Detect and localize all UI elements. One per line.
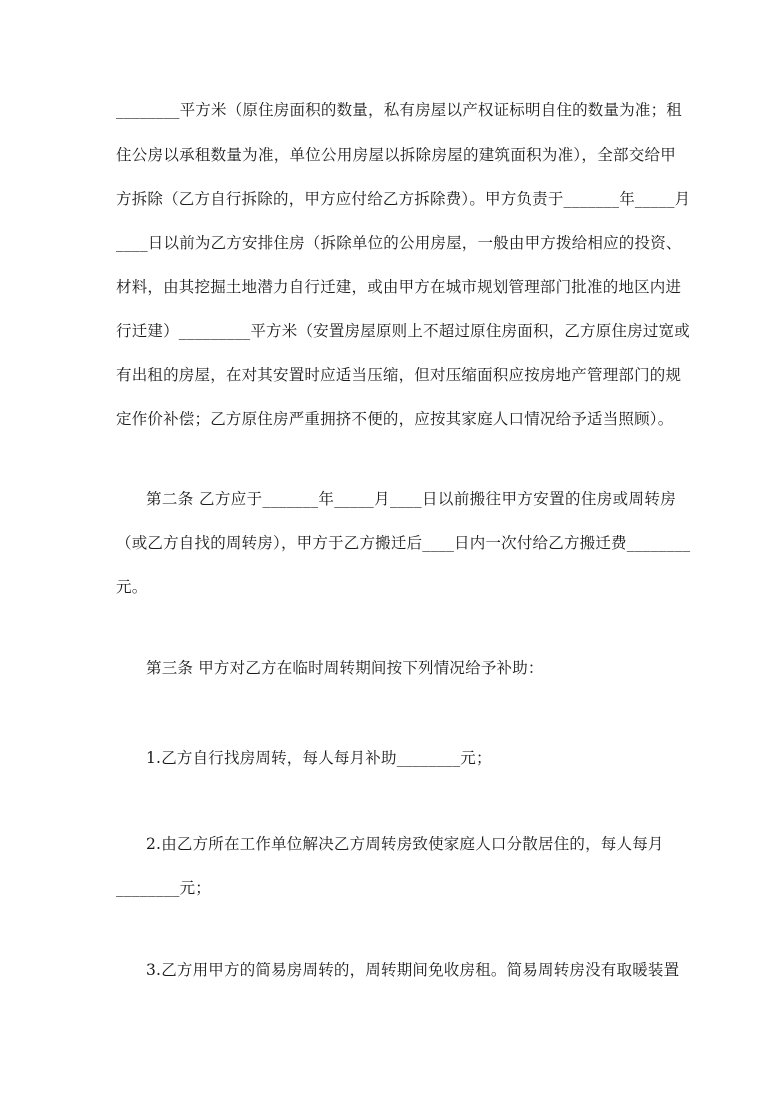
- list-item-1: 1.乙方自行找房周转，每人每月补助________元；: [146, 749, 492, 767]
- paragraph-line: 定作价补偿；乙方原住房严重拥挤不便的，应按其家庭人口情况给予适当照顾）。: [116, 410, 674, 428]
- paragraph-line: 材料，由其挖掘土地潜力自行迁建，或由甲方在城市规划管理部门批准的地区内进: [116, 278, 682, 296]
- list-item-2: 2.由乙方所在工作单位解决乙方周转房致使家庭人口分散居住的，每人每月: [146, 835, 664, 853]
- article-2-line: 元。: [116, 578, 148, 596]
- paragraph-line: ________平方米（原住房面积的数量，私有房屋以产权证标明自住的数量为准；租: [116, 101, 683, 119]
- article-2-line: （或乙方自找的周转房），甲方于乙方搬迁后____日内一次付给乙方搬迁费________: [116, 534, 691, 552]
- list-item-2-continued: ________元；: [116, 879, 212, 897]
- article-3-heading: 第三条 甲方对乙方在临时周转期间按下列情况给予补助：: [146, 659, 544, 677]
- list-item-3: 3.乙方用甲方的简易房周转的，周转期间免收房租。简易周转房没有取暖装置: [146, 961, 680, 979]
- paragraph-line: ____日以前为乙方安排住房（拆除单位的公用房屋，一般由甲方拨给相应的投资、: [116, 234, 682, 252]
- paragraph-line: 有出租的房屋，在对其安置时应适当压缩，但对压缩面积应按房地产管理部门的规: [116, 366, 682, 384]
- paragraph-line: 行迁建）_________平方米（安置房屋原则上不超过原住房面积，乙方原住房过宽或: [116, 322, 690, 340]
- article-2-line: 第二条 乙方应于_______年_____月____日以前搬往甲方安置的住房或周转房: [146, 490, 676, 508]
- paragraph-line: 住公房以承租数量为准，单位公用房屋以拆除房屋的建筑面积为准），全部交给甲: [116, 146, 676, 164]
- paragraph-line: 方拆除（乙方自行拆除的，甲方应付给乙方拆除费）。甲方负责于_______年_____月: [116, 190, 691, 208]
